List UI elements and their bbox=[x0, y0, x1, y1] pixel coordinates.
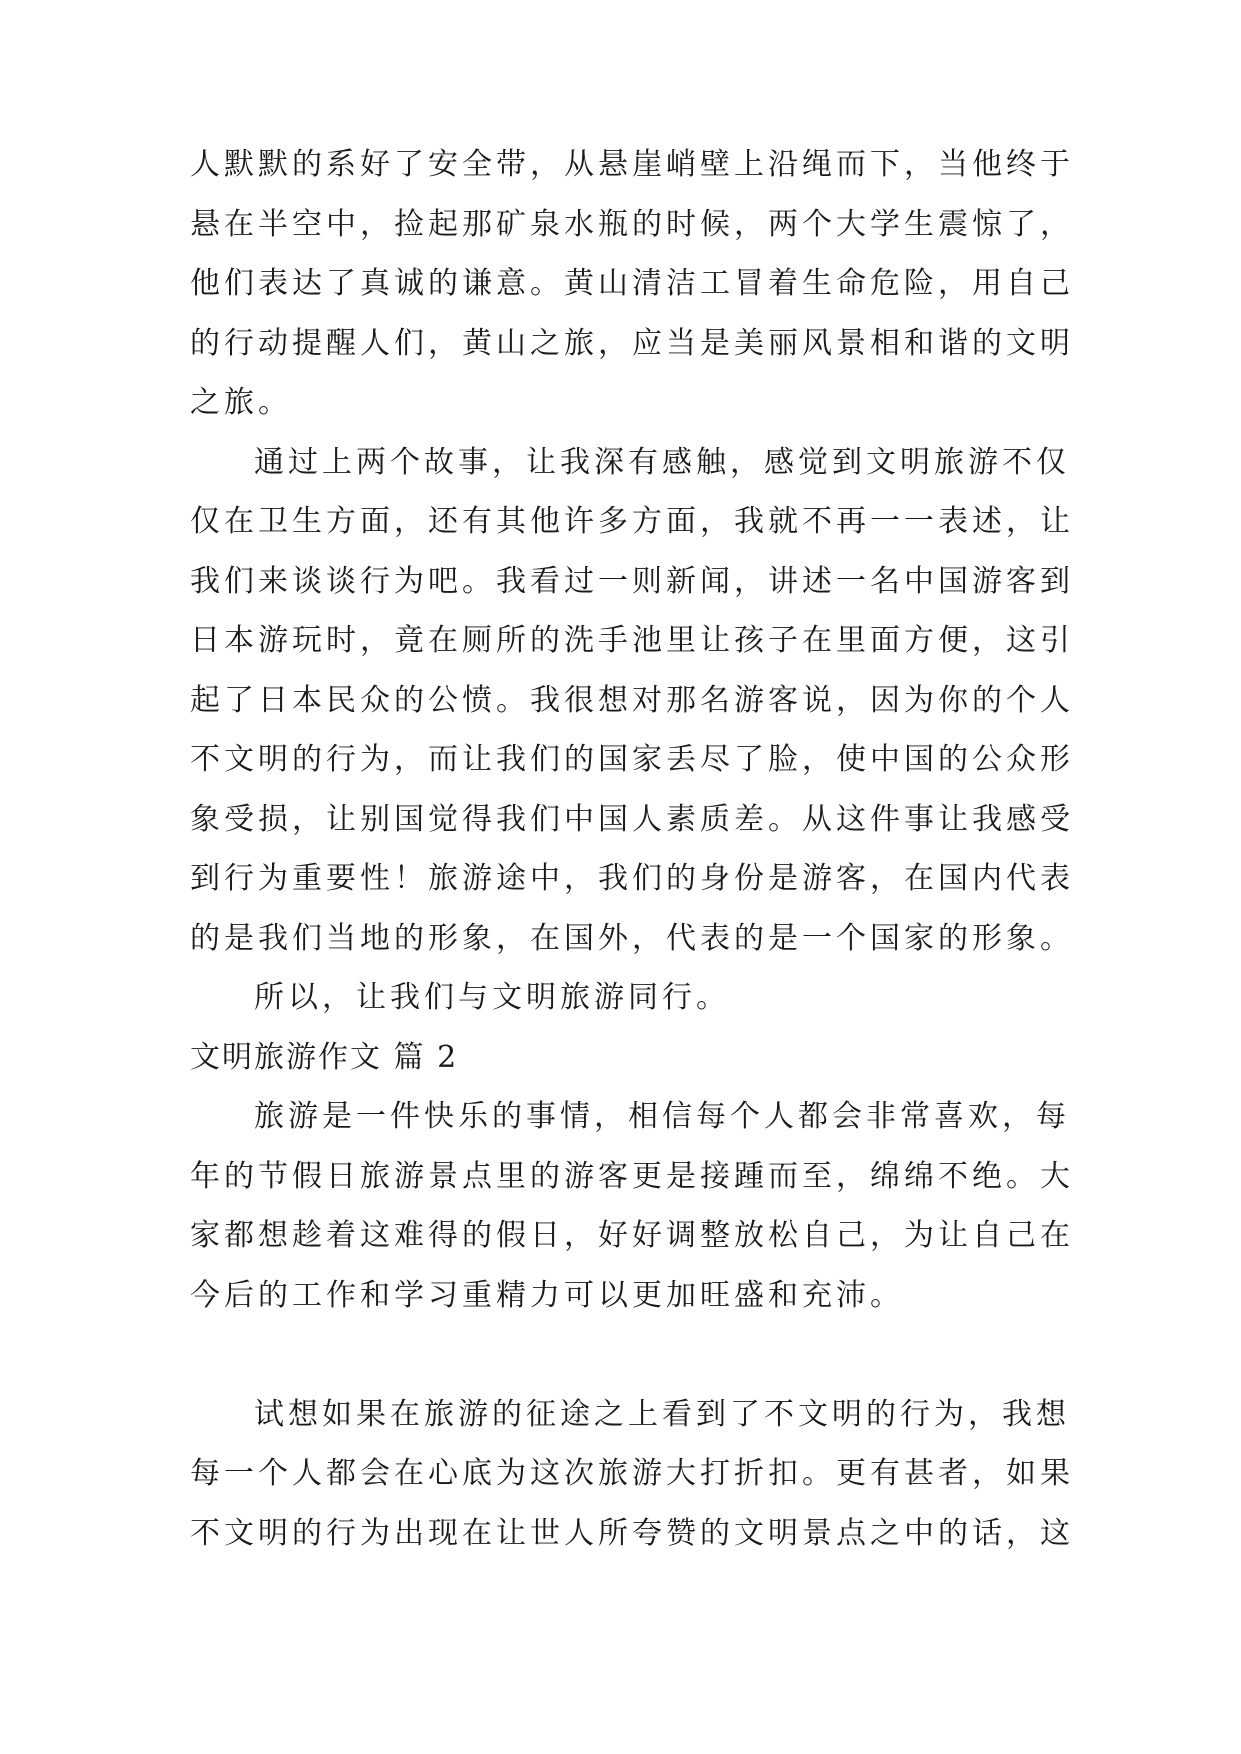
text-line: 人默默的系好了安全带，从悬崖峭壁上沿绳而下，当他终于 bbox=[190, 147, 1074, 182]
text-line: 年的节假日旅游景点里的游客更是接踵而至，绵绵不绝。大 bbox=[190, 1158, 1074, 1194]
text-line: 象受损，让别国觉得我们中国人素质差。从这件事让我感受 bbox=[190, 801, 1074, 837]
text-line: 悬在半空中，捡起那矿泉水瓶的时候，两个大学生震惊了， bbox=[190, 206, 1074, 242]
paragraph-stories-reflection bbox=[190, 433, 1074, 969]
text-line: 通过上两个故事，让我深有感触，感觉到文明旅游不仅 bbox=[254, 444, 1070, 480]
text-line: 不文明的行为出现在让世人所夸赞的文明景点之中的话，这 bbox=[190, 1515, 1074, 1551]
text-line: 的是我们当地的形象，在国外，代表的是一个国家的形象。 bbox=[190, 920, 1074, 956]
text-line: 的行动提醒人们，黄山之旅，应当是美丽风景相和谐的文明 bbox=[190, 325, 1074, 361]
text-line: 试想如果在旅游的征途之上看到了不文明的行为，我想 bbox=[254, 1396, 1070, 1432]
blank-line bbox=[190, 1325, 1070, 1385]
paragraph-travel-joy bbox=[190, 1087, 1074, 1325]
paragraph-continued bbox=[190, 135, 1074, 433]
text-line: 日本游玩时，竟在厕所的洗手池里让孩子在里面方便，这引 bbox=[190, 623, 1074, 658]
text-line: 起了日本民众的公愤。我很想对那名游客说，因为你的个人 bbox=[190, 682, 1074, 718]
paragraph-uncivilized-behavior bbox=[190, 1385, 1074, 1564]
text-line: 不文明的行为，而让我们的国家丢尽了脸，使中国的公众形 bbox=[190, 742, 1074, 777]
text-line: 每一个人都会在心底为这次旅游大打折扣。更有甚者，如果 bbox=[190, 1456, 1074, 1491]
text-line: 到行为重要性！旅游途中，我们的身份是游客，在国内代表 bbox=[190, 861, 1074, 896]
text-line: 旅游是一件快乐的事情，相信每个人都会非常喜欢，每 bbox=[254, 1099, 1070, 1134]
text-line: 家都想趁着这难得的假日，好好调整放松自己，为让自己在 bbox=[190, 1218, 1074, 1253]
document-body bbox=[190, 135, 1074, 1563]
text-line: 今后的工作和学习重精力可以更加旺盛和充沛。 bbox=[190, 1277, 904, 1313]
text-line: 所以，让我们与文明旅游同行。 bbox=[254, 980, 730, 1015]
section-heading: 文明旅游作文 篇 2 bbox=[190, 1039, 459, 1075]
text-line: 他们表达了真诚的谦意。黄山清洁工冒着生命危险，用自己 bbox=[190, 266, 1074, 301]
text-line: 之旅。 bbox=[190, 385, 292, 420]
text-line: 仅在卫生方面，还有其他许多方面，我就不再一一表述，让 bbox=[190, 504, 1074, 539]
text-line: 我们来谈谈行为吧。我看过一则新闻，讲述一名中国游客到 bbox=[190, 563, 1074, 599]
paragraph-conclusion bbox=[190, 968, 1070, 1028]
